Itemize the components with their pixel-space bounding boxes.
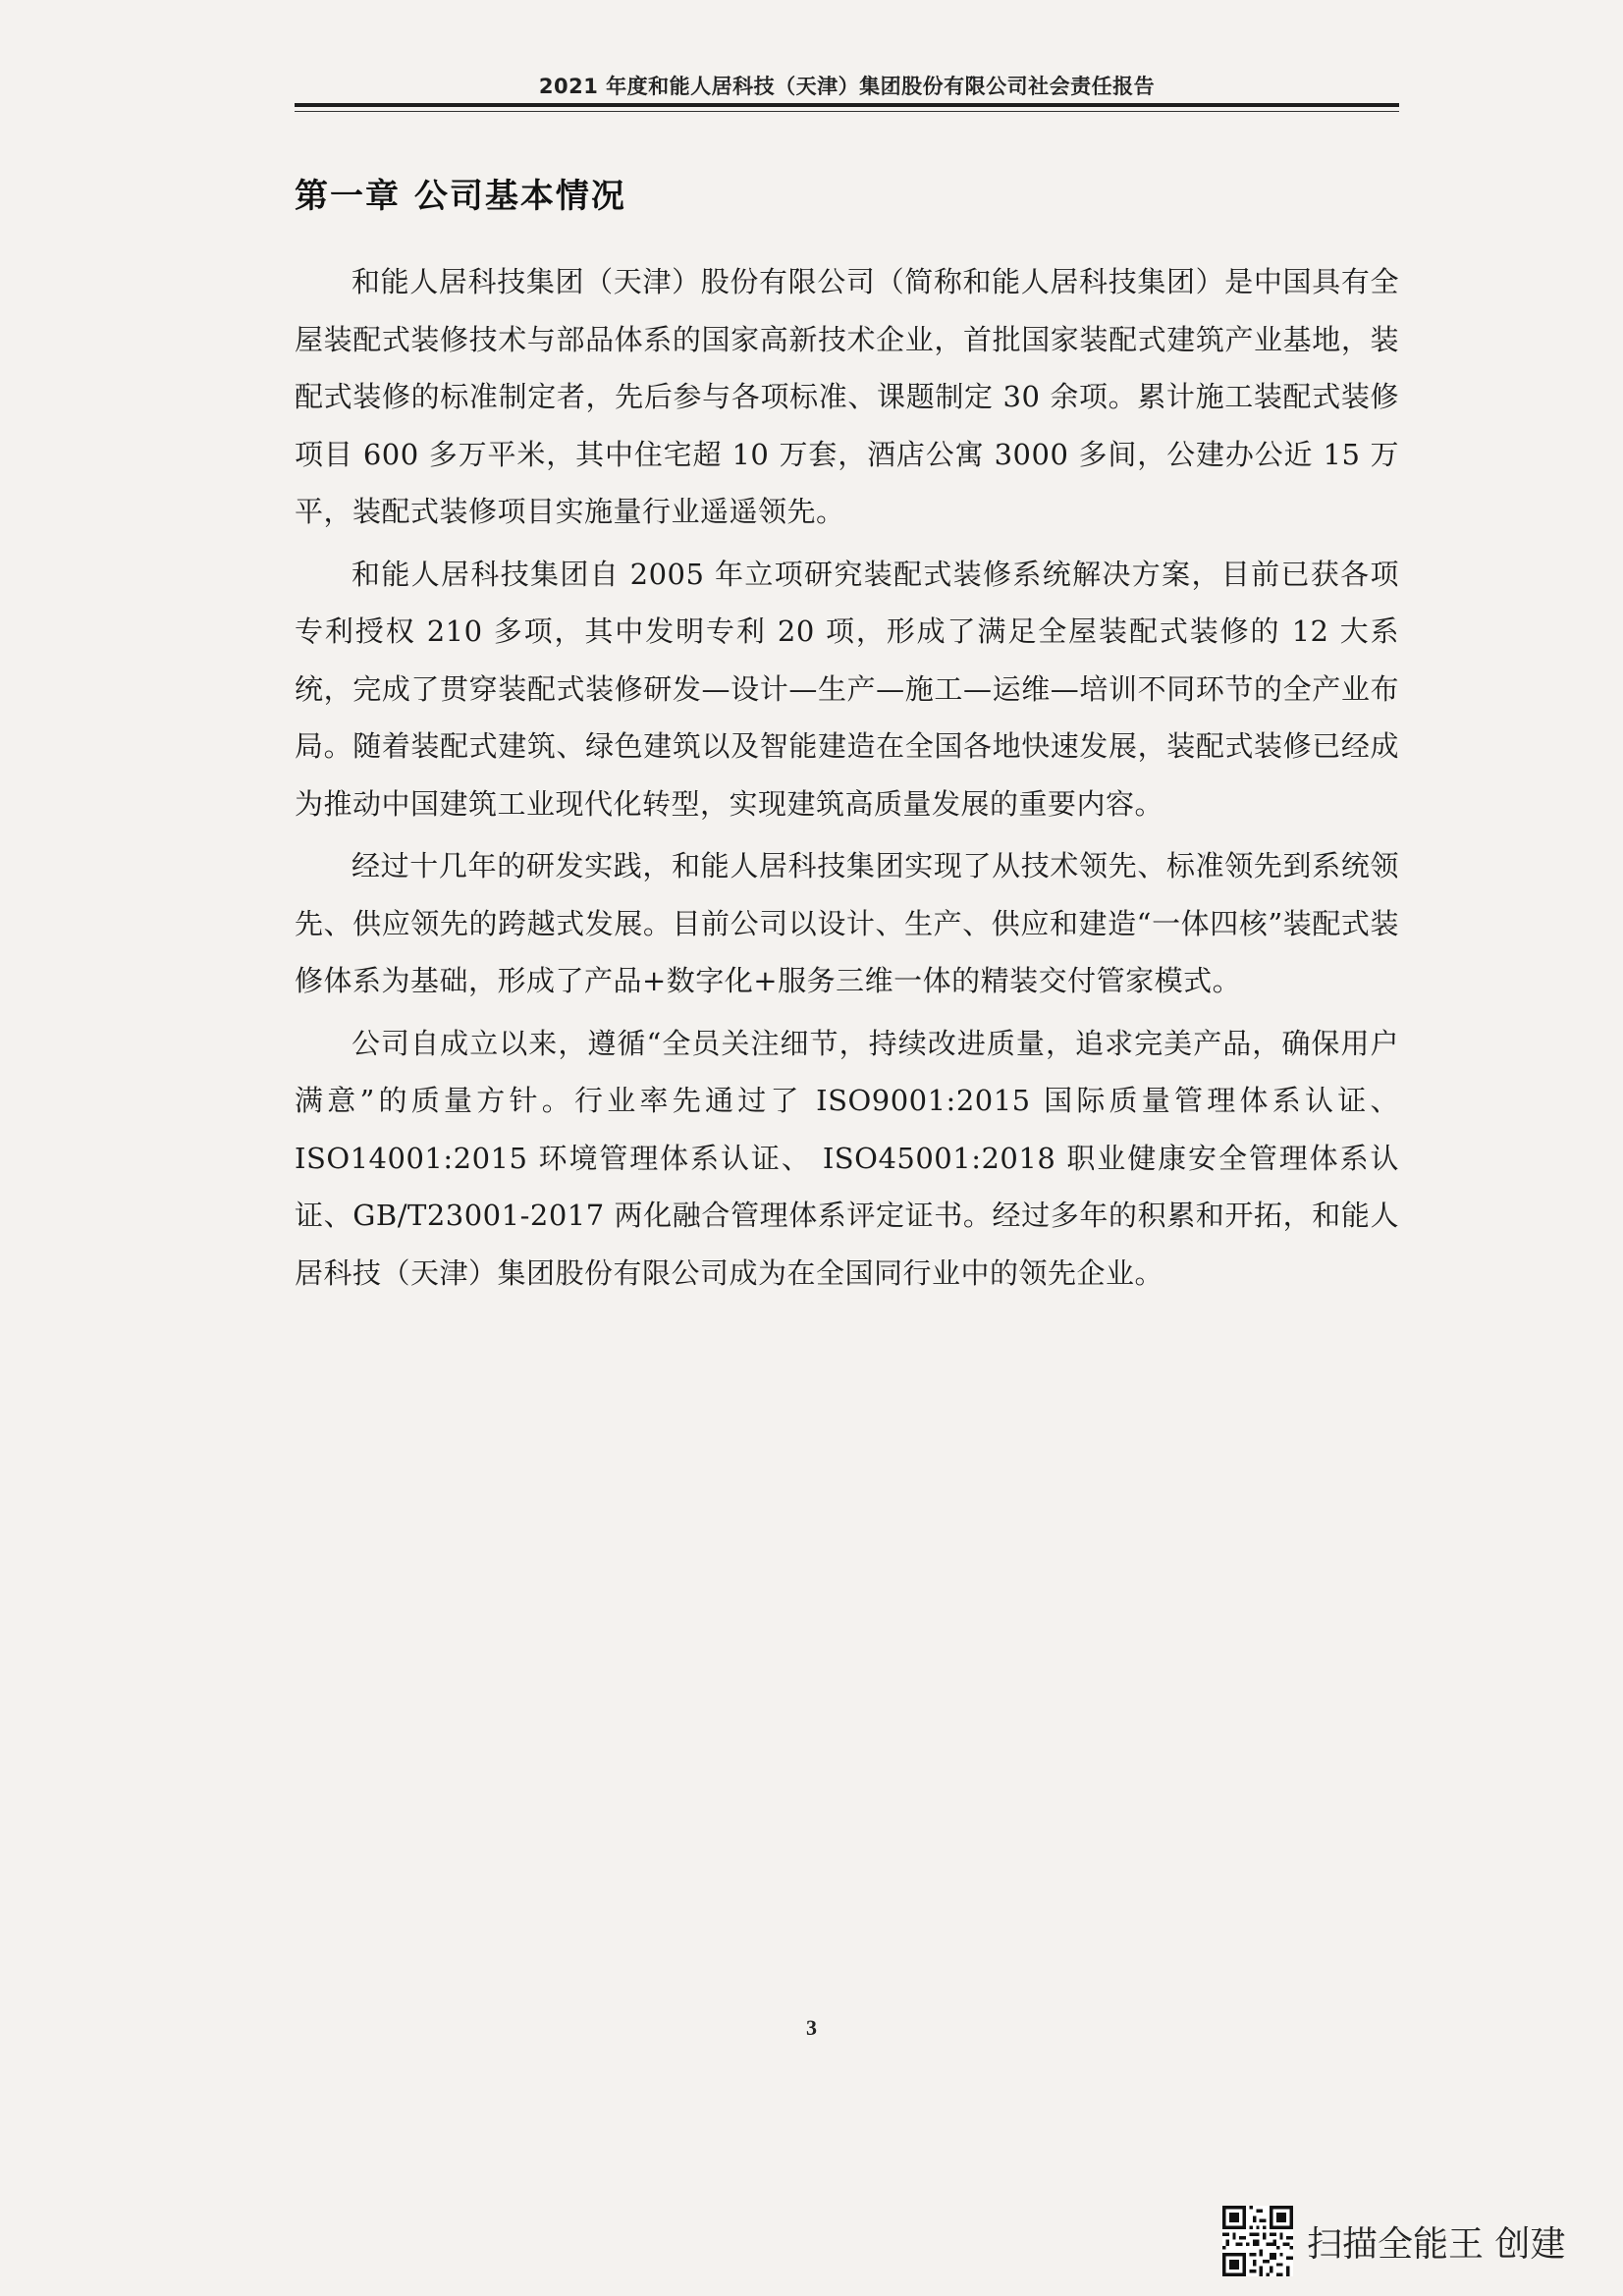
paragraph-quality-policy: 公司自成立以来，遵循“全员关注细节，持续改进质量，追求完美产品，确保用户满意”的质量方针。行业率先通过了 ISO9001:2015 国际质量管理体系认证、ISO14001:2015 环境管理体系认证、 ISO45001:2018 职业健康安全管理体系认证、GB/T23001-2017 两化融合管理体系评定证书。经过多年的积累和开拓，和能人居科技（天津）集团股份有限公司成为在全国同行业中的领先企业。 bbox=[295, 1026, 1399, 1290]
header-divider-thin bbox=[295, 111, 1399, 112]
paragraph-research-history: 和能人居科技集团自 2005 年立项研究装配式装修系统解决方案，目前已获各项专利授权 210 多项，其中发明专利 20 项，形成了满足全屋装配式装修的 12 大系统，完成了贯穿装配式装修研发—设计—生产—施工—运维—培训不同环节的全产业布局。随着装配式建筑、绿色建筑以及智能建造在全国各地快速发展，装配式装修已经成为推动中国建筑工业现代化转型，实现建筑高质量发展的重要内容。 bbox=[295, 557, 1399, 821]
scanner-watermark bbox=[1222, 2202, 1596, 2280]
header-divider-thick bbox=[295, 103, 1399, 107]
report-header-title: 2021 年度和能人居科技（天津）集团股份有限公司社会责任报告 bbox=[538, 75, 1156, 98]
page-number: 3 bbox=[806, 2015, 817, 2040]
chapter-title: 第一章 公司基本情况 bbox=[295, 177, 626, 216]
qr-code-icon bbox=[1222, 2206, 1293, 2276]
paragraph-company-intro: 和能人居科技集团（天津）股份有限公司（简称和能人居科技集团）是中国具有全屋装配式装修技术与部品体系的国家高新技术企业，首批国家装配式建筑产业基地，装配式装修的标准制定者，先后参与各项标准、课题制定 30 余项。累计施工装配式装修项目 600 多万平米，其中住宅超 10 万套，酒店公寓 3000 多间，公建办公近 15 万平，装配式装修项目实施量行业遥遥领先。 bbox=[295, 265, 1399, 528]
watermark-text: 扫描全能王 创建 bbox=[1307, 2223, 1566, 2265]
paragraph-development: 经过十几年的研发实践，和能人居科技集团实现了从技术领先、标准领先到系统领先、供应领先的跨越式发展。目前公司以设计、生产、供应和建造“一体四核”装配式装修体系为基础，形成了产品+数字化+服务三维一体的精装交付管家模式。 bbox=[295, 849, 1399, 997]
body-text bbox=[295, 253, 1399, 1307]
